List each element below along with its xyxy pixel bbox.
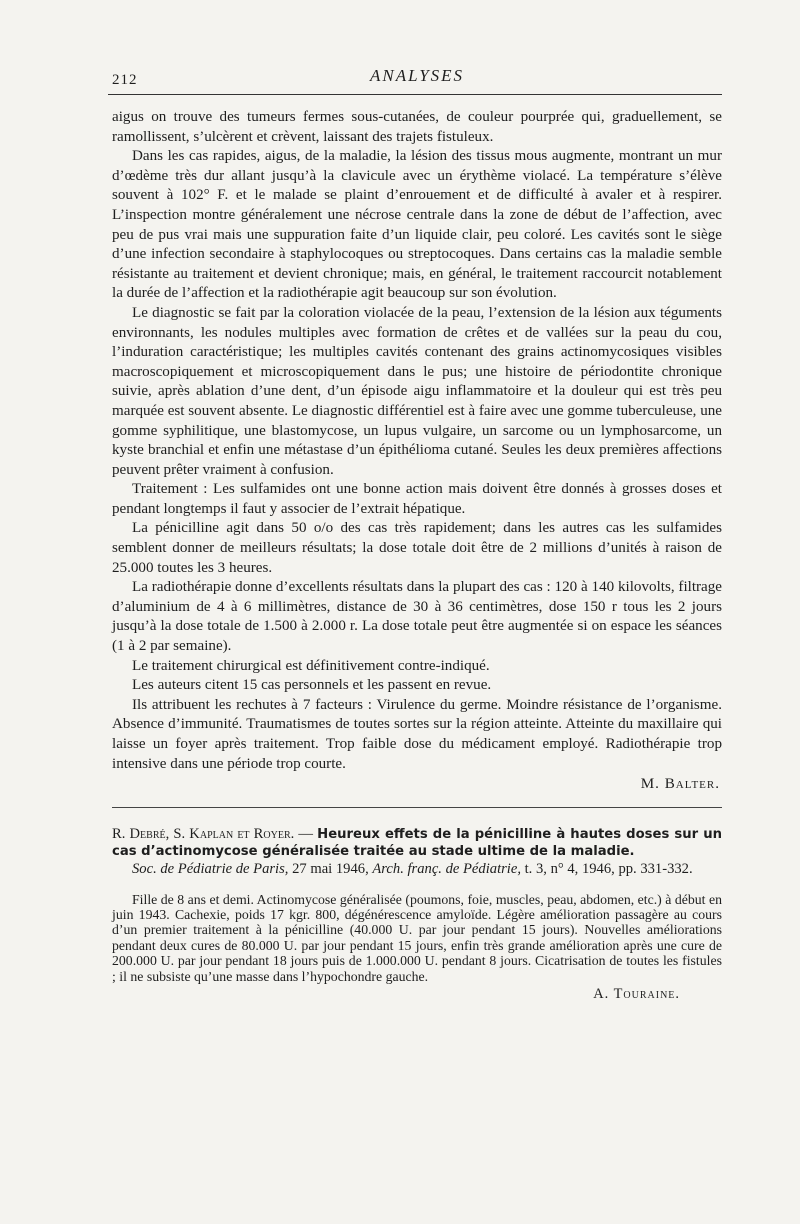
signature: A. Touraine. — [593, 986, 680, 1002]
header-rule — [108, 94, 722, 95]
paragraph: Traitement : Les sulfamides ont une bonne action mais doivent être donnés à grosses doses et pendant longtemps il faut y associer de l’extrait hépatique. — [112, 481, 722, 517]
page-number: 212 — [112, 72, 138, 88]
article-1-body — [112, 108, 722, 795]
article-title: Heureux effets de la pénicilline à hautes doses sur un cas d’actinomycose généralisée traitée au stade ultime de la maladie. — [112, 826, 722, 860]
paragraph: Ils attribuent les rechutes à 7 facteurs : Virulence du germe. Moindre résistance de l’organisme. Absence d’immunité. Traumatismes de toutes sortes sur la région atteinte. Atteinte du maxillaire qui laisse un foyer après traitement. Trop faible dose du médicament employé. Radiothérapie trop intensive dans une période trop courte. — [112, 696, 722, 772]
paragraph: La radiothérapie donne d’excellents résultats dans la plupart des cas : 120 à 140 kilovolts, filtrage d’aluminium de 4 à 6 millimètres, distance de 30 à 36 centimètres, dose 150 r tous les 2 jours jusqu’à la dose totale de 1.500 à 2.000 r. La dose totale peut être augmentée si on espace les séances (1 à 2 par semaine). — [112, 579, 722, 655]
page-header — [112, 60, 722, 88]
date: 27 mai 1946, — [288, 860, 373, 877]
journal-2: Arch. franç. de Pédiatrie, — [372, 860, 521, 877]
journal-1: Soc. de Pédiatrie de Paris, — [132, 860, 289, 877]
signature: M. Balter. — [640, 776, 720, 793]
paragraph: Le traitement chirurgical est définitivement contre-indiqué. — [132, 657, 490, 674]
dash: — — [294, 825, 318, 842]
page — [112, 60, 722, 1002]
paragraph: Les auteurs citent 15 cas personnels et les passent en revue. — [132, 677, 492, 694]
running-title: ANALYSES — [369, 66, 465, 85]
abstract: Fille de 8 ans et demi. Actinomycose généralisée (poumons, foie, muscles, peau, abdomen, etc.) à début en juin 1943. Cachexie, poids 17 kgr. 800, dégénérescence amyloïde. Légère amélioration passagère au cours d’un premier traitement à la pénicilline (40.000 U. par jour pendant 15 jours). Nouvelles améliorations pendant deux cures de 80.000 U. par jour pendant 15 jours, enfin très grande amélioration après une cure de 200.000 U. par jour pendant 18 jours puis de 1.000.000 U. pendant 8 jours. Cicatrisation de toutes les fistules ; il ne subsiste qu’une masse dans l’hypochondre gauche. — [112, 891, 722, 984]
paragraph: Le diagnostic se fait par la coloration violacée de la peau, l’extension de la lésion aux téguments environnants, les nodules multiples avec formation de crêtes et de vallées sur la peau du cou, l’induration caractéristique; les multiples cavités contenant des grains actinomycosiques visibles macroscopiquement et microscopiquement dans le pus; une histoire de périodontite chronique suivie, après ablation d’une dent, d’un épisode aigu inflammatoire et la douleur qui est très peu marquée est souvent absente. Le diagnostic différentiel est à faire avec une gomme tuberculeuse, une gomme syphilitique, une blastomycose, un lupus vulgaire, un sarcome ou un lymphosarcome, un kyste branchial et enfin une métastase d’un épithélioma cutané. Seules les deux premières affections peuvent prêter vraiment à confusion. — [112, 304, 722, 478]
article-2-body — [112, 892, 722, 1003]
citation — [112, 861, 722, 878]
article-2-reference — [112, 826, 722, 878]
paragraph: La pénicilline agit dans 50 o/o des cas très rapidement; dans les autres cas les sulfamides semblent donner de meilleurs résultats; la dose totale doit être de 2 millions d’unités à raison de 25.000 toutes les 3 heures. — [112, 520, 722, 576]
paragraph: Dans les cas rapides, aigus, de la maladie, la lésion des tissus mous augmente, montrant un mur d’œdème très dur allant jusqu’à la clavicule avec un érythème violacé. La température s’élève souvent à 102° F. et le malade se plaint d’enrouement et de difficulté à avaler et à respirer. L’inspection montre généralement une nécrose centrale dans la zone de début de l’affection, avec peu de pus vrai mais une suppuration faite d’un liquide clair, peu coloré. Les cavités sont le siège d’une infection secondaire à staphylocoques ou streptocoques. Dans certains cas la maladie semble résistante au traitement et devient chronique; mais, en général, le traitement raccourcit notablement la durée de l’affection et la radiothérapie agit beaucoup sur son évolution. — [112, 148, 722, 302]
paragraph: aigus on trouve des tumeurs fermes sous-cutanées, de couleur pourprée qui, graduellement, se ramollissent, s’ulcèrent et crèvent, laissant des trajets fistuleux. — [112, 109, 722, 145]
authors: R. Debré, S. Kaplan et Royer. — [112, 825, 295, 842]
section-divider — [112, 807, 722, 808]
volume: t. 3, n° 4, 1946, pp. 331-332. — [520, 860, 693, 877]
